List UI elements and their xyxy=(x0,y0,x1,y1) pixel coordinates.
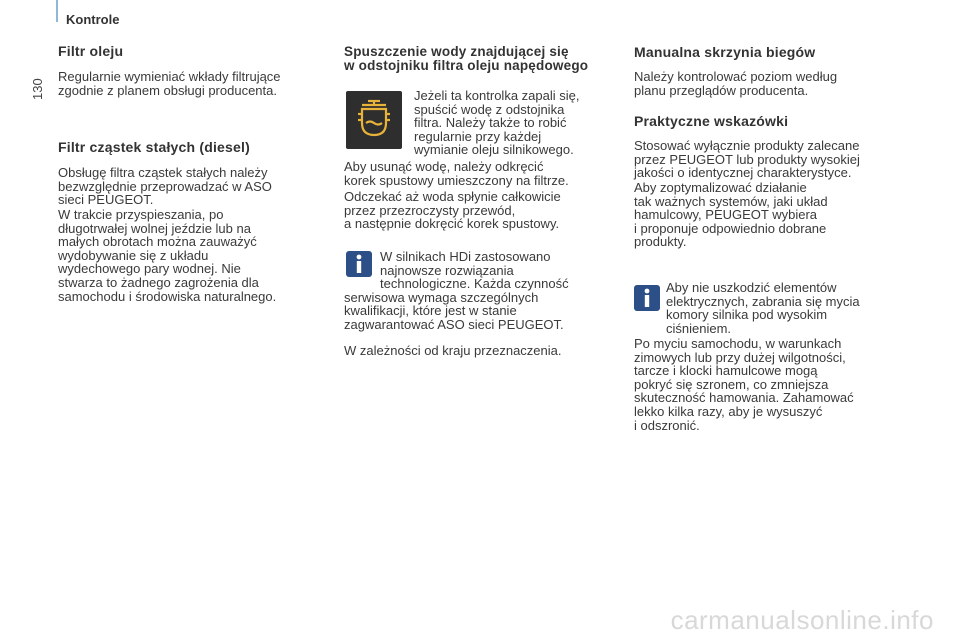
water-drain-heading: Spuszczenie wody znajdującej się w odstojniku filtra oleju napędowego xyxy=(344,44,589,73)
hdi-info-text: W silnikach HDi zastosowano najnowsze rozwiązania technologiczne. Każda czynność serwisowa wymaga szczególnych kwalifikacji, które jest w stanie zagwarantować ASO sieci PEUGEOT. xyxy=(344,249,569,332)
pressure-wash-info-text: Aby nie uszkodzić elementów elektrycznych, zabrania się mycia komory silnika pod wysokim ciśnieniem. xyxy=(666,280,860,336)
tips-paragraph-3: Po myciu samochodu, w warunkach zimowych lub przy dużej wilgotności, tarcze i klocki hamulcowe mogą pokryć się szronem, co zmniejsza skuteczność hamowania. Zahamować lekko kilka razy, aby je wysuszyć i odszronić. xyxy=(634,336,854,433)
dpf-heading: Filtr cząstek stałych (diesel) xyxy=(58,139,250,155)
gearbox-text: Należy kontrolować poziom według planu przeglądów producenta. xyxy=(634,69,838,98)
info-icon xyxy=(634,285,660,311)
watermark: carmanualsonline.info xyxy=(670,605,934,635)
water-drain-paragraph-2: Odczekać aż woda spłynie całkowicie przez przezroczysty przewód, a następnie dokręcić korek spustowy. xyxy=(344,189,561,232)
oil-filter-heading: Filtr oleju xyxy=(58,43,124,59)
warning-light-text: Jeżeli ta kontrolka zapali się, spuścić wodę z odstojnika filtra. Należy także to robić regularnie przy każdej wymianie oleju silnikowego. xyxy=(414,88,580,158)
water-drain-paragraph-1: Aby usunąć wodę, należy odkręcić korek spustowy umieszczony na filtrze. xyxy=(344,159,569,188)
country-note: W zależności od kraju przeznaczenia. xyxy=(344,343,562,358)
header-accent-bar xyxy=(56,0,58,22)
oil-filter-text: Regularnie wymieniać wkłady filtrujące zgodnie z planem obsługi producenta. xyxy=(58,69,281,98)
water-in-fuel-filter-icon xyxy=(346,91,402,149)
gearbox-heading: Manualna skrzynia biegów xyxy=(634,44,816,60)
page-number: 130 xyxy=(30,78,45,100)
tips-paragraph-2: Aby zoptymalizować działanie tak ważnych systemów, jaki układ hamulcowy, PEUGEOT wybiera i proponuje odpowiednio dobrane produkty. xyxy=(634,180,828,250)
tips-heading: Praktyczne wskazówki xyxy=(634,113,789,129)
tips-paragraph-1: Stosować wyłącznie produkty zalecane przez PEUGEOT lub produkty wysokiej jakości o identycznej charakterystyce. xyxy=(634,138,860,181)
dpf-paragraph-2: W trakcie przyspieszania, po długotrwałej wolnej jeździe lub na małych obrotach można zauważyć wydobywanie się z układu wydechowego pary wodnej. Nie stwarza to żadnego zagrożenia dla samochodu i środowiska naturalnego. xyxy=(58,207,277,304)
section-title: Kontrole xyxy=(66,12,120,27)
dpf-paragraph-1: Obsługę filtra cząstek stałych należy bezwzględnie przeprowadzać w ASO sieci PEUGEOT. xyxy=(58,165,272,208)
